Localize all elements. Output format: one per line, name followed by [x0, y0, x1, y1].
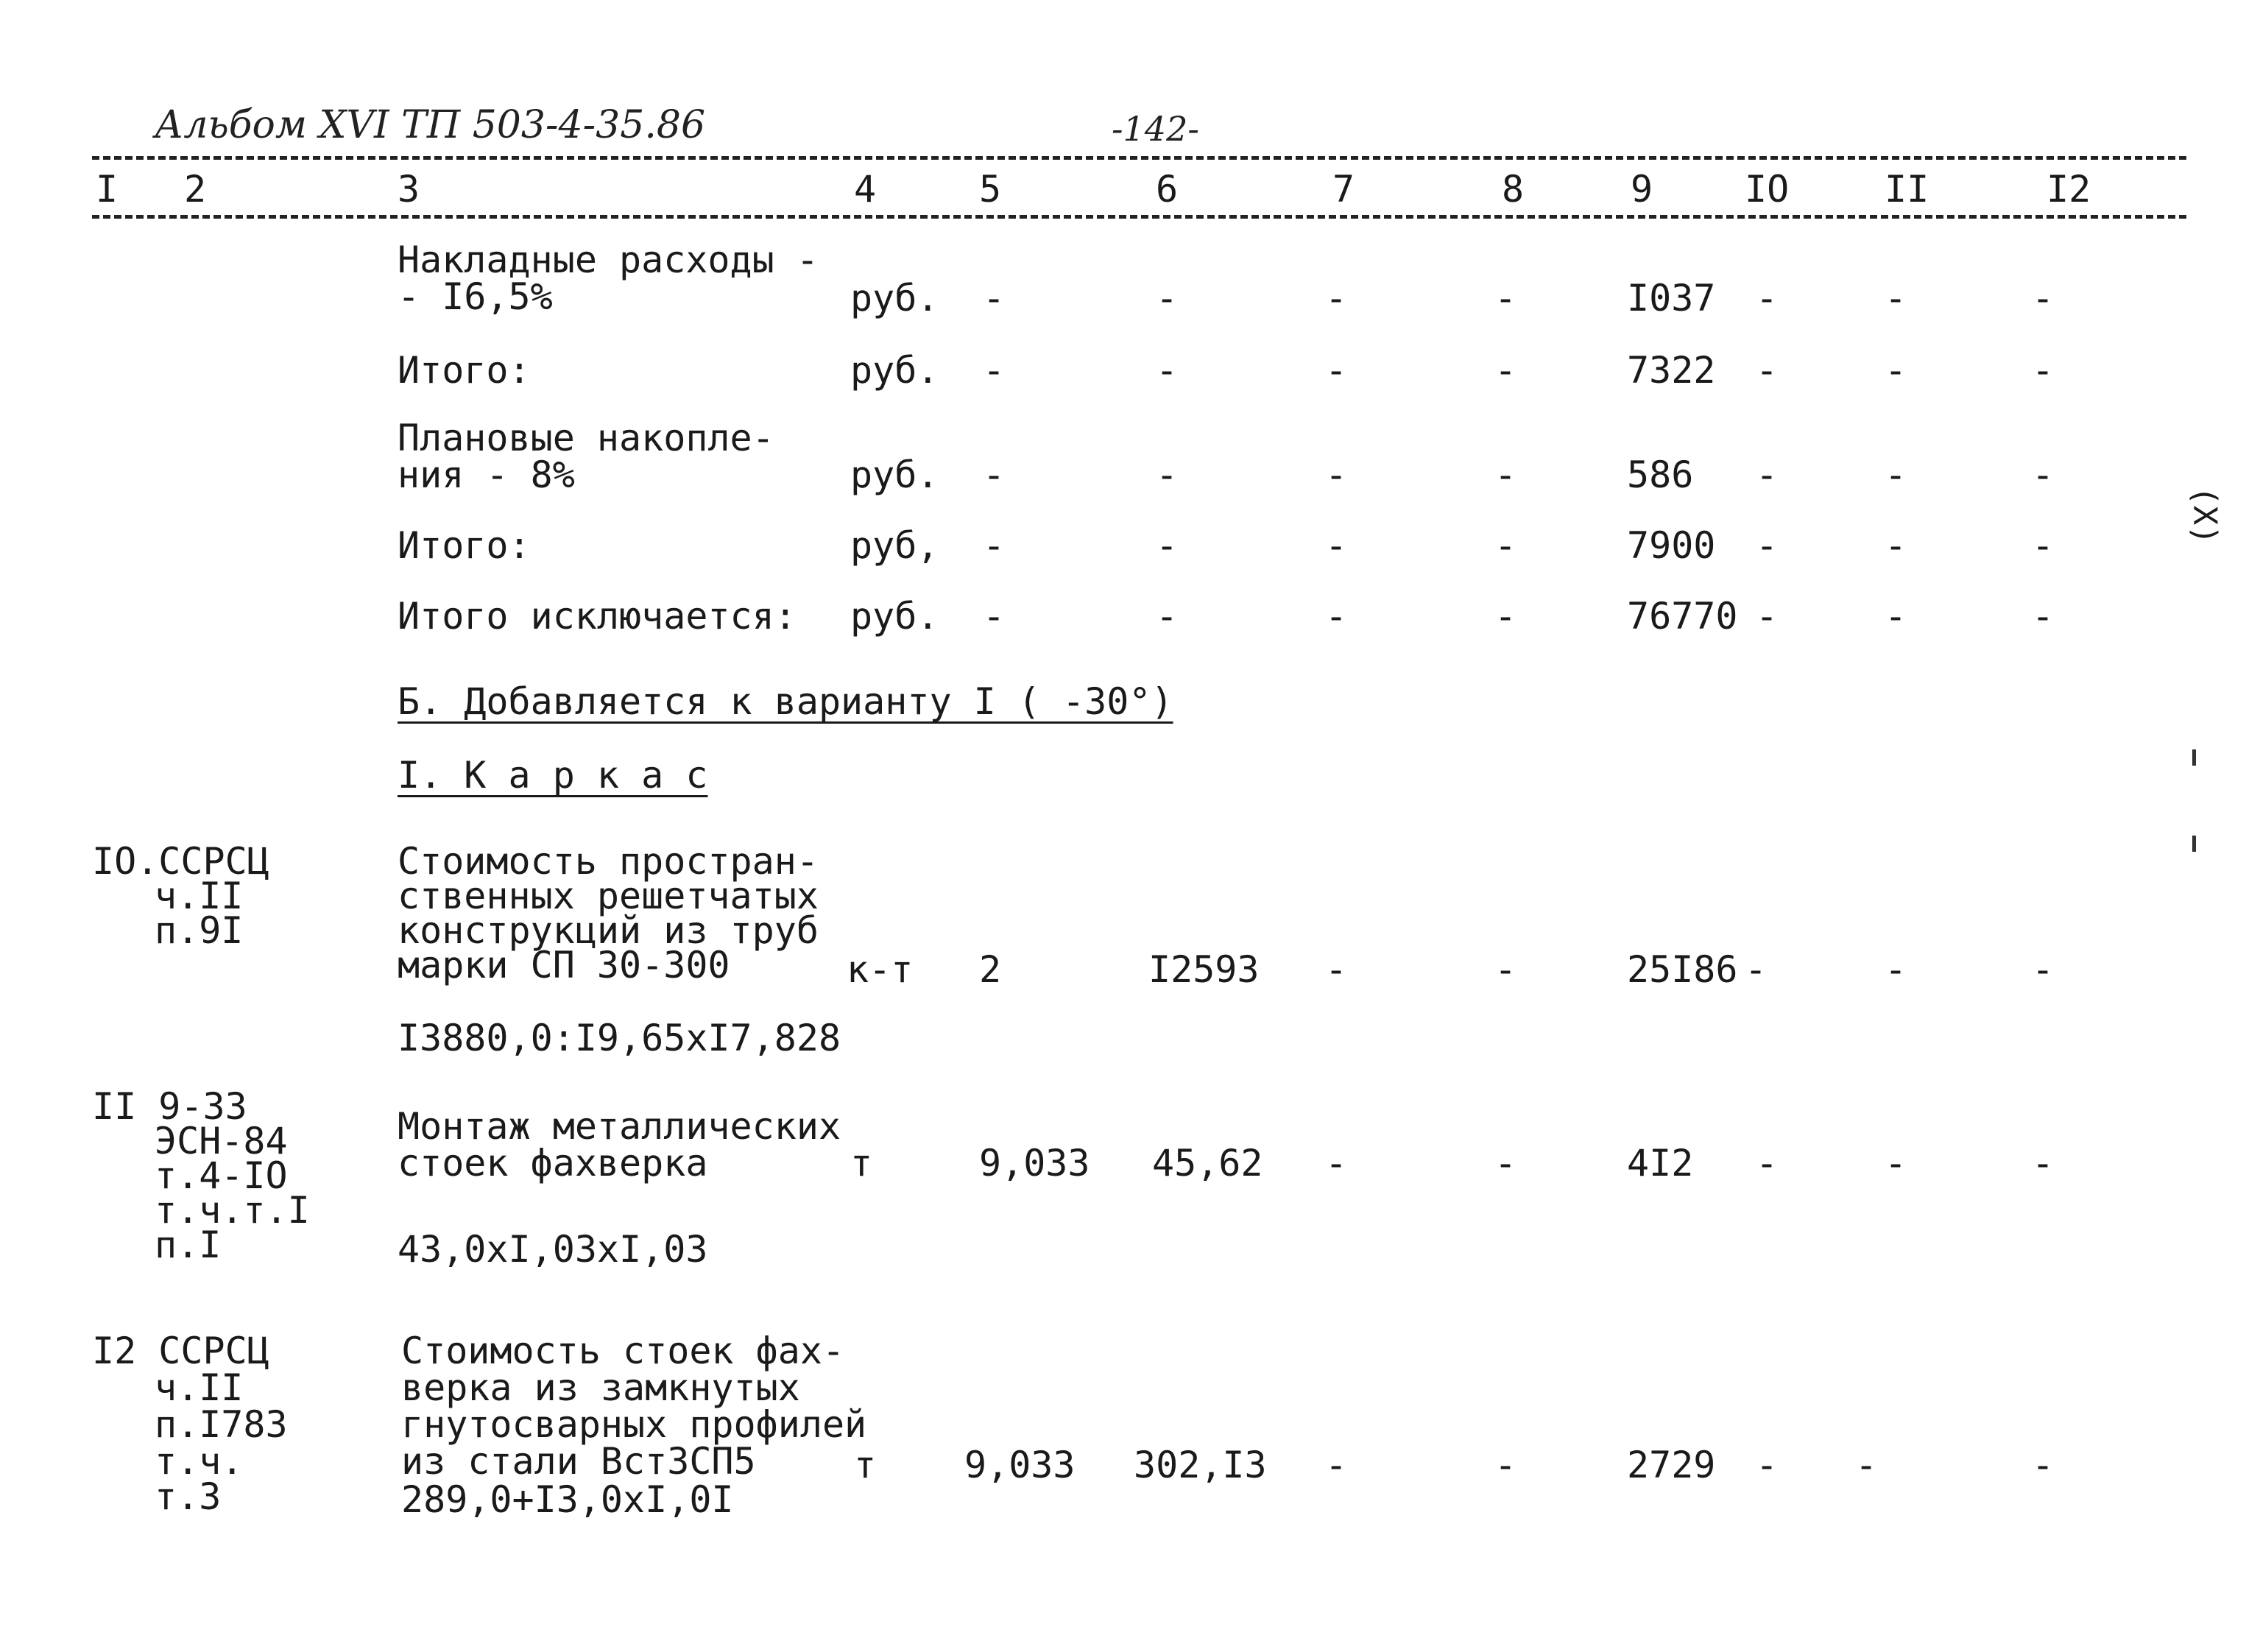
item-unit: к-т	[847, 948, 914, 991]
item-formula: 289,0+I3,0xI,0I	[401, 1478, 734, 1521]
col-10: IO	[1745, 168, 1790, 211]
cell-c6: I2593	[1148, 948, 1260, 991]
col-6: 6	[1156, 168, 1179, 211]
col-1: I	[96, 168, 119, 211]
item-desc: Монтаж металлических	[398, 1105, 841, 1148]
cell-c11: -	[1855, 1444, 1878, 1486]
cell-c8: -	[1494, 1444, 1517, 1486]
cell-c9: 76770	[1627, 595, 1738, 638]
cell-c6: -	[1156, 453, 1179, 496]
cell-c12: -	[2032, 349, 2055, 392]
item-ref: т.3	[155, 1475, 222, 1518]
cell-c8: -	[1494, 349, 1517, 392]
cell-c6: 45,62	[1152, 1142, 1263, 1185]
summary-row-unit: руб.	[850, 349, 939, 392]
cell-c11: -	[1885, 1142, 1907, 1185]
cell-c12: -	[2032, 277, 2055, 320]
cell-c11: -	[1885, 349, 1907, 392]
cell-c12: -	[2032, 595, 2055, 638]
item-ref: I2 ССРСЦ	[92, 1330, 269, 1372]
cell-c8: -	[1494, 595, 1517, 638]
item-ref: ЭСН-84	[155, 1120, 288, 1162]
cell-c11: -	[1885, 277, 1907, 320]
cell-c11: -	[1885, 948, 1907, 991]
cell-c7: -	[1325, 1444, 1348, 1486]
cell-c12: -	[2032, 948, 2055, 991]
item-ref: т.ч.	[155, 1440, 244, 1483]
item-formula: I3880,0:I9,65xI7,828	[398, 1017, 841, 1059]
item-ref: п.I783	[155, 1403, 288, 1446]
cell-c7: -	[1325, 277, 1348, 320]
cell-c9: I037	[1627, 277, 1716, 320]
item-ref: IO.ССРСЦ	[92, 840, 269, 883]
cell-c5: -	[983, 277, 1006, 320]
summary-row-name: Итого:	[398, 524, 531, 567]
cell-c8: -	[1494, 453, 1517, 496]
item-ref: II 9-33	[92, 1085, 247, 1128]
col-4: 4	[854, 168, 877, 211]
cell-c12: -	[2032, 1444, 2055, 1486]
item-ref: ч.II	[155, 875, 244, 917]
item-ref: п.I	[155, 1224, 222, 1266]
cell-c11: -	[1885, 524, 1907, 567]
cell-c9: 2729	[1627, 1444, 1716, 1486]
item-desc: из стали ВстЗСП5	[401, 1440, 756, 1483]
cell-c9: 4I2	[1627, 1142, 1694, 1185]
cell-c7: -	[1325, 524, 1348, 567]
item-ref: т.4-IO	[155, 1154, 288, 1197]
col-7: 7	[1332, 168, 1355, 211]
item-desc: верка из замкнутых	[401, 1366, 800, 1409]
margin-tick	[2192, 749, 2196, 766]
cell-c5: 9,033	[964, 1444, 1076, 1486]
cell-c6: -	[1156, 349, 1179, 392]
summary-row-unit: руб.	[850, 277, 939, 320]
cell-c8: -	[1494, 524, 1517, 567]
cell-c8: -	[1494, 948, 1517, 991]
summary-row-name: Итого исключается:	[398, 595, 797, 638]
cell-c10: -	[1745, 948, 1768, 991]
cell-c7: -	[1325, 453, 1348, 496]
cell-c11: -	[1885, 453, 1907, 496]
summary-row-name: Плановые накопле-	[398, 417, 774, 459]
cell-c7: -	[1325, 595, 1348, 638]
cell-c7: -	[1325, 1142, 1348, 1185]
col-11: II	[1885, 168, 1929, 211]
summary-row-name: - I6,5%	[398, 275, 553, 318]
cell-c6: -	[1156, 524, 1179, 567]
cell-c8: -	[1494, 1142, 1517, 1185]
col-5: 5	[979, 168, 1002, 211]
cell-c10: -	[1756, 277, 1779, 320]
summary-row-unit: руб,	[850, 524, 939, 567]
header-top-rule	[92, 156, 2186, 160]
col-2: 2	[184, 168, 207, 211]
item-desc: Стоимость простран-	[398, 840, 819, 883]
item-desc: Стоимость стоек фах-	[401, 1330, 845, 1372]
item-desc: ственных решетчатых	[398, 875, 819, 917]
margin-mark: (X)	[2186, 486, 2224, 545]
cell-c5: 9,033	[979, 1142, 1090, 1185]
cell-c7: -	[1325, 948, 1348, 991]
col-3: 3	[398, 168, 420, 211]
cell-c12: -	[2032, 1142, 2055, 1185]
item-desc: гнутосварных профилей	[401, 1403, 867, 1446]
summary-row-name: Итого:	[398, 349, 531, 392]
cell-c10: -	[1756, 453, 1779, 496]
cell-c11: -	[1885, 595, 1907, 638]
cell-c9: 25I86	[1627, 948, 1738, 991]
cell-c9: 7322	[1627, 349, 1716, 392]
margin-tick	[2192, 836, 2196, 852]
album-reference: Альбом XVI ТП 503-4-35.86	[155, 103, 706, 147]
cell-c6: -	[1156, 277, 1179, 320]
cell-c8: -	[1494, 277, 1517, 320]
section-b-heading: Б. Добавляется к варианту I ( -30°)	[398, 680, 1173, 723]
cell-c10: -	[1756, 349, 1779, 392]
cell-c5: 2	[979, 948, 1002, 991]
item-ref: ч.II	[155, 1366, 244, 1409]
item-unit: т	[854, 1444, 877, 1486]
item-unit: т	[850, 1142, 873, 1185]
cell-c5: -	[983, 595, 1006, 638]
subsection-heading: I. К а р к а с	[398, 754, 708, 797]
cell-c5: -	[983, 453, 1006, 496]
header-bottom-rule	[92, 215, 2186, 219]
col-12: I2	[2047, 168, 2091, 211]
item-ref: т.ч.т.I	[155, 1189, 310, 1232]
summary-row-unit: руб.	[850, 453, 939, 496]
cell-c7: -	[1325, 349, 1348, 392]
cell-c5: -	[983, 524, 1006, 567]
cell-c9: 7900	[1627, 524, 1716, 567]
summary-row-unit: руб.	[850, 595, 939, 638]
summary-row-name: ния - 8%	[398, 453, 575, 496]
cell-c6: -	[1156, 595, 1179, 638]
col-9: 9	[1631, 168, 1653, 211]
cell-c5: -	[983, 349, 1006, 392]
cell-c6: 302,I3	[1134, 1444, 1267, 1486]
summary-row-name: Накладные расходы -	[398, 239, 819, 281]
cell-c12: -	[2032, 453, 2055, 496]
item-formula: 43,0xI,03xI,03	[398, 1228, 708, 1271]
cell-c10: -	[1756, 1444, 1779, 1486]
cell-c9: 586	[1627, 453, 1694, 496]
item-desc: стоек фахверка	[398, 1142, 708, 1185]
cell-c10: -	[1756, 524, 1779, 567]
page-number: -142-	[1112, 109, 1199, 149]
cell-c10: -	[1756, 595, 1779, 638]
item-desc: конструкций из труб	[398, 909, 819, 952]
col-8: 8	[1502, 168, 1525, 211]
cell-c12: -	[2032, 524, 2055, 567]
cell-c10: -	[1756, 1142, 1779, 1185]
item-desc: марки СП 30-300	[398, 944, 730, 986]
item-ref: п.9I	[155, 909, 244, 952]
